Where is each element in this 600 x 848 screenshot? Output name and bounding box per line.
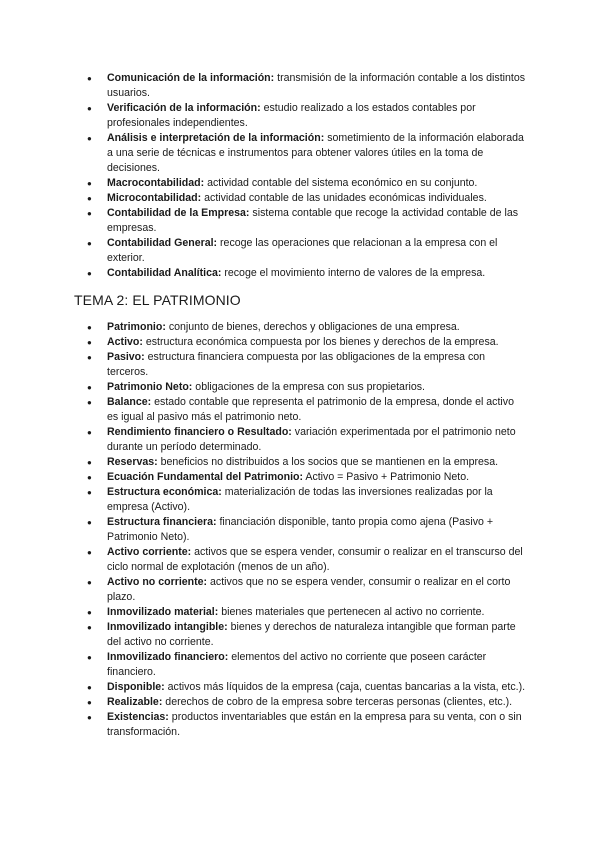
- term: Activo corriente:: [107, 546, 192, 558]
- list-item: [87, 350, 527, 380]
- list-item: [87, 695, 527, 710]
- term: Patrimonio:: [107, 321, 166, 333]
- term: Pasivo:: [107, 351, 145, 363]
- list-item: [87, 620, 527, 650]
- term: Patrimonio Neto:: [107, 381, 193, 393]
- section-heading: TEMA 2: EL PATRIMONIO: [74, 292, 241, 308]
- definition: estructura financiera compuesta por las obligaciones de la empresa con terceros.: [107, 351, 486, 378]
- term: Rendimiento financiero o Resultado:: [107, 426, 292, 438]
- list-item: [87, 335, 527, 350]
- definition: recoge las operaciones que relacionan a la empresa con el exterior.: [107, 237, 498, 264]
- definition: estudio realizado a los estados contables por profesionales independientes.: [107, 102, 476, 129]
- term: Realizable:: [107, 696, 163, 708]
- term: Contabilidad de la Empresa:: [107, 207, 250, 219]
- definition: obligaciones de la empresa con sus propietarios.: [195, 381, 425, 393]
- list-item: [87, 191, 527, 206]
- list-item: [87, 71, 527, 101]
- definition: financiación disponible, tanto propia como ajena (Pasivo + Patrimonio Neto).: [107, 516, 494, 543]
- list-item: [87, 545, 527, 575]
- term: Comunicación de la información:: [107, 72, 275, 84]
- term: Estructura económica:: [107, 486, 222, 498]
- definition: productos inventariables que están en la empresa para su venta, con o sin transformación.: [107, 711, 522, 738]
- list-item: [87, 650, 527, 680]
- definition: elementos del activo no corriente que poseen carácter financiero.: [107, 651, 487, 678]
- definition: beneficios no distribuidos a los socios que se mantienen en la empresa.: [160, 456, 499, 468]
- term: Contabilidad General:: [107, 237, 218, 249]
- definition-list-patrimonio: [87, 320, 527, 740]
- list-item: [87, 176, 527, 191]
- list-item: [87, 395, 527, 425]
- list-item: [87, 455, 527, 470]
- term: Reservas:: [107, 456, 158, 468]
- definition: bienes y derechos de naturaleza intangible que forman parte del activo no corriente.: [107, 621, 516, 648]
- term: Ecuación Fundamental del Patrimonio:: [107, 471, 304, 483]
- term: Existencias:: [107, 711, 169, 723]
- definition: actividad contable del sistema económico en su conjunto.: [207, 177, 478, 189]
- definition: bienes materiales que pertenecen al activo no corriente.: [221, 606, 485, 618]
- term: Análisis e interpretación de la información:: [107, 132, 325, 144]
- definition: estado contable que representa el patrimonio de la empresa, donde el activo es igual al pasivo más el patrimonio neto.: [107, 396, 514, 423]
- list-item: [87, 680, 527, 695]
- definition: variación experimentada por el patrimonio neto durante un período determinado.: [107, 426, 516, 453]
- definition: activos más líquidos de la empresa (caja, cuentas bancarias a la vista, etc.).: [167, 681, 526, 693]
- term: Inmovilizado intangible:: [107, 621, 228, 633]
- definition: actividad contable de las unidades económicas individuales.: [204, 192, 487, 204]
- definition: activos que no se espera vender, consumir o realizar en el corto plazo.: [107, 576, 511, 603]
- term: Estructura financiera:: [107, 516, 217, 528]
- term: Activo no corriente:: [107, 576, 208, 588]
- list-item: [87, 380, 527, 395]
- list-item: [87, 485, 527, 515]
- list-item: [87, 206, 527, 236]
- term: Inmovilizado material:: [107, 606, 219, 618]
- term: Microcontabilidad:: [107, 192, 202, 204]
- term: Disponible:: [107, 681, 165, 693]
- term: Activo:: [107, 336, 143, 348]
- definition: Activo = Pasivo + Patrimonio Neto.: [305, 471, 470, 483]
- definition: activos que se espera vender, consumir o realizar en el transcurso del ciclo normal de explotación (menos de un año).: [107, 546, 523, 573]
- term: Contabilidad Analítica:: [107, 267, 222, 279]
- definition: sistema contable que recoge la actividad contable de las empresas.: [107, 207, 519, 234]
- list-item: [87, 710, 527, 740]
- definition: conjunto de bienes, derechos y obligaciones de una empresa.: [168, 321, 460, 333]
- list-item: [87, 515, 527, 545]
- definition: transmisión de la información contable a los distintos usuarios.: [107, 72, 526, 99]
- list-item: [87, 320, 527, 335]
- definition: materialización de todas las inversiones realizadas por la empresa (Activo).: [107, 486, 493, 513]
- term: Balance:: [107, 396, 152, 408]
- definition: estructura económica compuesta por los bienes y derechos de la empresa.: [145, 336, 499, 348]
- list-item: [87, 575, 527, 605]
- definition: recoge el movimiento interno de valores de la empresa.: [224, 267, 486, 279]
- definition: derechos de cobro de la empresa sobre terceras personas (clientes, etc.).: [165, 696, 513, 708]
- term: Verificación de la información:: [107, 102, 261, 114]
- definition: sometimiento de la información elaborada a una serie de técnicas e instrumentos para obtener valores útiles en la toma de decisiones.: [107, 132, 524, 174]
- term: Macrocontabilidad:: [107, 177, 205, 189]
- list-item: [87, 266, 527, 281]
- list-item: [87, 605, 527, 620]
- list-item: [87, 470, 527, 485]
- term: Inmovilizado financiero:: [107, 651, 229, 663]
- list-item: [87, 101, 527, 131]
- definition-list-accounting: [87, 71, 527, 281]
- list-item: [87, 236, 527, 266]
- list-item: [87, 425, 527, 455]
- list-item: [87, 131, 527, 176]
